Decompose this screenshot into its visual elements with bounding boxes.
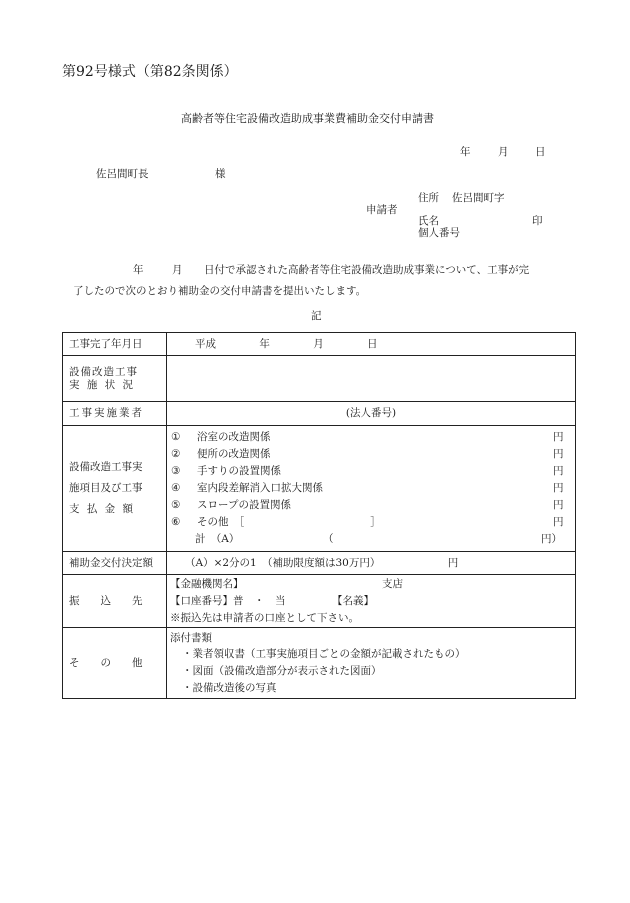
applicant-address-value: 佐呂間町字 — [452, 192, 505, 204]
bank-line[interactable] — [170, 576, 575, 593]
subsidy-yen: 円 — [447, 556, 459, 569]
cd-year: 年 — [259, 337, 270, 350]
item-row[interactable]: ③ 手すりの設置関係 円 — [171, 465, 564, 477]
applicant-label: 申請者 — [366, 204, 398, 216]
items-label-line2: 施項目及び工事 — [69, 482, 143, 494]
subsidy-field[interactable] — [167, 552, 576, 575]
completion-date-label: 工事完了年月日 — [63, 333, 167, 356]
cd-month: 月 — [313, 337, 324, 350]
row-subsidy — [63, 552, 576, 575]
attachment-item: ・業者領収書（工事実施項目ごとの金額が記載されたもの） — [182, 647, 466, 660]
completion-date-field[interactable] — [167, 333, 576, 356]
item-total-row[interactable] — [167, 531, 575, 548]
era-text: 平成 — [195, 337, 216, 350]
ki-mark: 記 — [311, 310, 322, 322]
row-items — [63, 426, 576, 552]
row-work-status — [63, 356, 576, 402]
other-label: そ の 他 — [63, 628, 167, 699]
work-status-label-line2: 実 施 状 況 — [69, 378, 136, 391]
row-transfer — [63, 575, 576, 628]
other-field — [167, 628, 576, 699]
work-status-label — [63, 356, 167, 402]
corp-number-label: (法人番号) — [345, 407, 397, 419]
application-table — [62, 332, 576, 699]
date-day: 日 — [535, 146, 546, 158]
subsidy-label: 補助金交付決定額 — [63, 552, 167, 575]
document-title: 高齢者等住宅設備改造助成事業費補助金交付申請書 — [181, 112, 434, 125]
transfer-note: ※振込先は申請者の口座として下さい。 — [170, 611, 359, 624]
work-status-label-line1: 設備改造工事 — [69, 365, 138, 378]
items-field — [167, 426, 576, 552]
body-line1: 日付で承認された高齢者等住宅設備改造助成事業について、工事が完 — [204, 264, 530, 276]
holder-label: 【名義】 — [332, 594, 374, 607]
form-number: 第92号様式（第82条関係） — [62, 64, 238, 80]
item-row[interactable]: ⑤ スロープの設置関係 円 — [171, 499, 564, 511]
body-month: 月 — [172, 264, 183, 276]
addressee-suffix: 様 — [215, 168, 226, 180]
branch-label: 支店 — [382, 577, 403, 590]
item-row[interactable]: ⑥ その他 ［ ］ 円 — [171, 516, 564, 528]
addressee-name: 佐呂間町長 — [96, 168, 149, 180]
row-other — [63, 628, 576, 699]
attachment-item: ・図面（設備改造部分が表示された図面） — [182, 664, 382, 677]
item-row[interactable]: ② 便所の改造関係 円 — [171, 448, 564, 460]
row-contractor — [63, 402, 576, 426]
applicant-address-label: 住所 — [418, 192, 439, 204]
attachments-heading: 添付書類 — [170, 631, 212, 644]
items-label — [63, 426, 167, 552]
row-completion-date — [63, 333, 576, 356]
bank-label: 【金融機関名】 — [170, 577, 244, 590]
attachment-item: ・設備改造後の写真 — [182, 681, 277, 694]
item-row[interactable]: ④ 室内段差解消入口拡大関係 円 — [171, 482, 564, 494]
date-year: 年 — [460, 146, 471, 158]
date-month: 月 — [498, 146, 509, 158]
applicant-seal: 印 — [532, 215, 543, 227]
total-label: 計 （A） — [195, 533, 240, 545]
items-label-line1: 設備改造工事実 — [69, 461, 143, 473]
total-open-paren: （ — [323, 533, 334, 545]
applicant-name-label: 氏名 — [418, 215, 439, 227]
body-year: 年 — [133, 264, 144, 276]
subsidy-formula: （A）×2分の1 （補助限度額は30万円） — [185, 556, 381, 569]
total-close: 円） — [541, 533, 562, 545]
item-row[interactable]: ① 浴室の改造関係 円 — [171, 431, 564, 443]
transfer-label: 振 込 先 — [63, 575, 167, 628]
account-label: 【口座番号】普 ・ 当 — [170, 594, 286, 607]
contractor-label: 工事実施業者 — [63, 402, 167, 426]
items-label-line3: 支 払 金 額 — [69, 503, 136, 515]
transfer-field — [167, 575, 576, 628]
cd-day: 日 — [367, 337, 378, 350]
contractor-field[interactable] — [167, 402, 576, 426]
work-status-field[interactable] — [167, 356, 576, 402]
applicant-id-label: 個人番号 — [418, 227, 460, 239]
body-line2: 了したので次のとおり補助金の交付申請書を提出いたします。 — [73, 285, 367, 297]
account-line[interactable] — [170, 593, 575, 610]
